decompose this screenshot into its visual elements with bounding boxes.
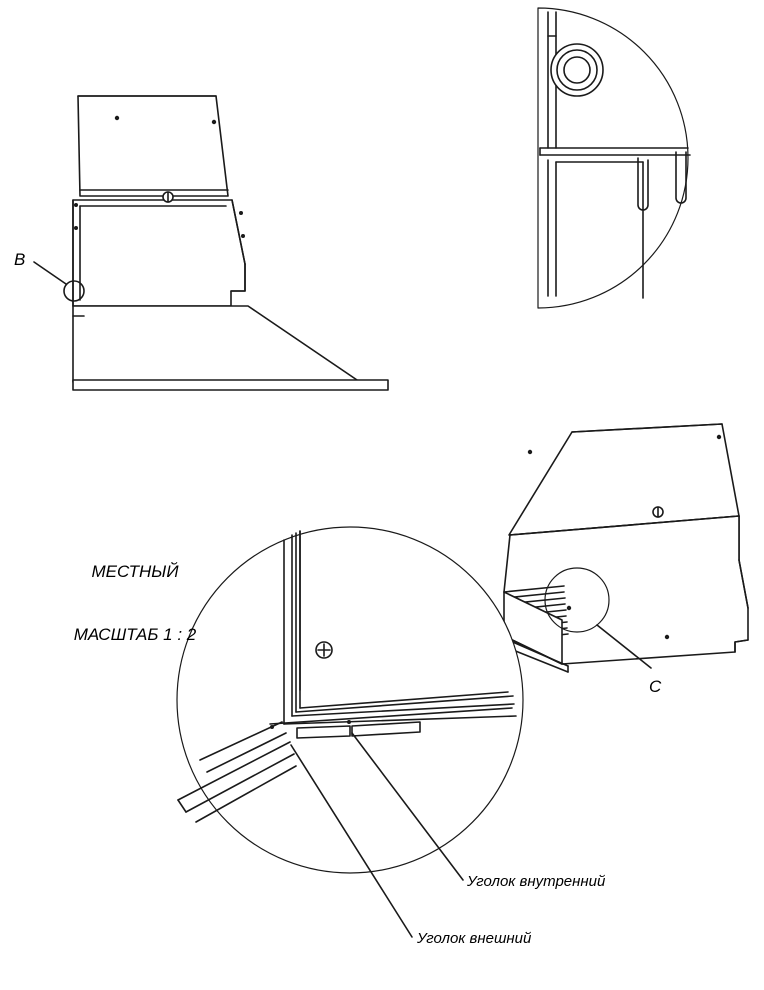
local-scale-line1: МЕСТНЫЙ (91, 561, 179, 581)
local-scale-line2: МАСШТАБ 1 : 2 (73, 625, 197, 645)
detail-b-label: B (14, 250, 26, 269)
detail-c-label: C (649, 677, 662, 696)
isometric-view (504, 424, 748, 672)
callout-inner-angle: Уголок внутренний (467, 873, 606, 890)
detail-b-view (538, 8, 690, 308)
callout-outer-angle: Уголок внешний (417, 930, 532, 947)
side-elevation-view (34, 96, 388, 390)
local-scale-note (45, 518, 225, 688)
